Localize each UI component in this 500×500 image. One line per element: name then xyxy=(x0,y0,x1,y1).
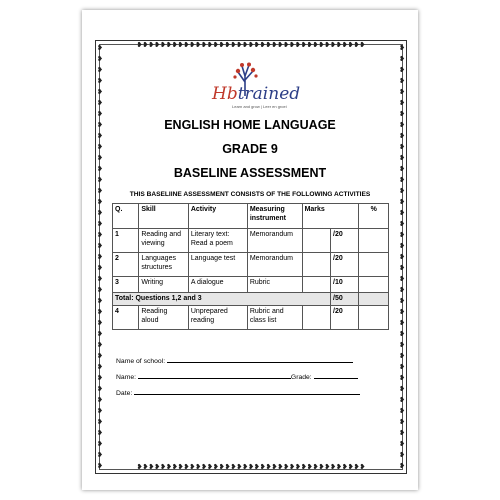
header-percent: % xyxy=(359,204,389,229)
date-field[interactable] xyxy=(134,387,360,395)
subject-title: ENGLISH HOME LANGUAGE xyxy=(164,118,336,132)
header-instrument: Measuring instrument xyxy=(247,204,302,229)
table-row: 2 Languages structures Language test Memorandum /20 xyxy=(113,253,389,277)
date-line: Date: xyxy=(116,387,360,397)
total-label: Total: Questions 1,2 and 3 xyxy=(113,293,331,306)
activities-table xyxy=(112,203,389,330)
table-header-row xyxy=(113,204,389,229)
table-row: 3 Writing A dialogue Rubric /10 xyxy=(113,277,389,293)
brand-tagline: Learn and grow | Leer en groei xyxy=(232,104,287,109)
header-skill: Skill xyxy=(139,204,189,229)
school-name-line: Name of school: xyxy=(116,355,353,365)
brand-wordmark: Hbtrained xyxy=(212,84,301,104)
border-ornament-right: ❥ ❥ ❥ ❥ ❥ ❥ ❥ ❥ ❥ ❥ ❥ ❥ ❥ ❥ ❥ ❥ ❥ ❥ ❥ ❥ ❥ ❥ ❥ ❥ ❥ ❥ ❥ ❥ ❥ ❥ ❥ ❥ ❥ ❥ ❥ ❥ ❥ ❥ ❥ xyxy=(399,44,405,470)
table-row: 1 Reading and viewing Literary text: Read a poem Memorandum /20 xyxy=(113,229,389,253)
table-total-row xyxy=(113,293,389,306)
header-q: Q. xyxy=(113,204,139,229)
assessment-title: BASELINE ASSESSMENT xyxy=(173,166,327,180)
border-ornament-top: ❥❥❥❥❥❥❥❥❥❥❥❥❥❥❥❥❥❥❥❥❥❥❥❥❥❥❥❥❥❥❥❥❥❥❥❥❥❥❥ xyxy=(136,41,366,49)
border-ornament-left: ❥ ❥ ❥ ❥ ❥ ❥ ❥ ❥ ❥ ❥ ❥ ❥ ❥ ❥ ❥ ❥ ❥ ❥ ❥ ❥ ❥ ❥ ❥ ❥ ❥ ❥ ❥ ❥ ❥ ❥ ❥ ❥ ❥ ❥ ❥ ❥ ❥ ❥ ❥ xyxy=(97,44,103,470)
grade-field[interactable] xyxy=(314,371,358,379)
border-ornament-bottom: ❥❥❥❥❥❥❥❥❥❥❥❥❥❥❥❥❥❥❥❥❥❥❥❥❥❥❥❥❥❥❥❥❥❥❥❥❥❥❥ xyxy=(136,463,366,471)
name-grade-line: Name: Grade: xyxy=(116,371,358,381)
header-marks: Marks xyxy=(302,204,359,229)
school-name-field[interactable] xyxy=(167,355,353,363)
total-marks: /50 xyxy=(331,293,359,306)
header-activity: Activity xyxy=(188,204,247,229)
table-row: 4 Reading aloud Unprepared reading Rubric and class list /20 xyxy=(113,306,389,330)
hbtrained-logo xyxy=(212,62,312,112)
activities-subtitle: THIS BASELIINE ASSESSMENT CONSISTS OF THE FOLLOWING ACTIVITIES xyxy=(129,191,371,198)
grade-title: GRADE 9 xyxy=(222,142,278,156)
student-name-field[interactable] xyxy=(138,371,291,379)
worksheet-page xyxy=(82,10,418,490)
